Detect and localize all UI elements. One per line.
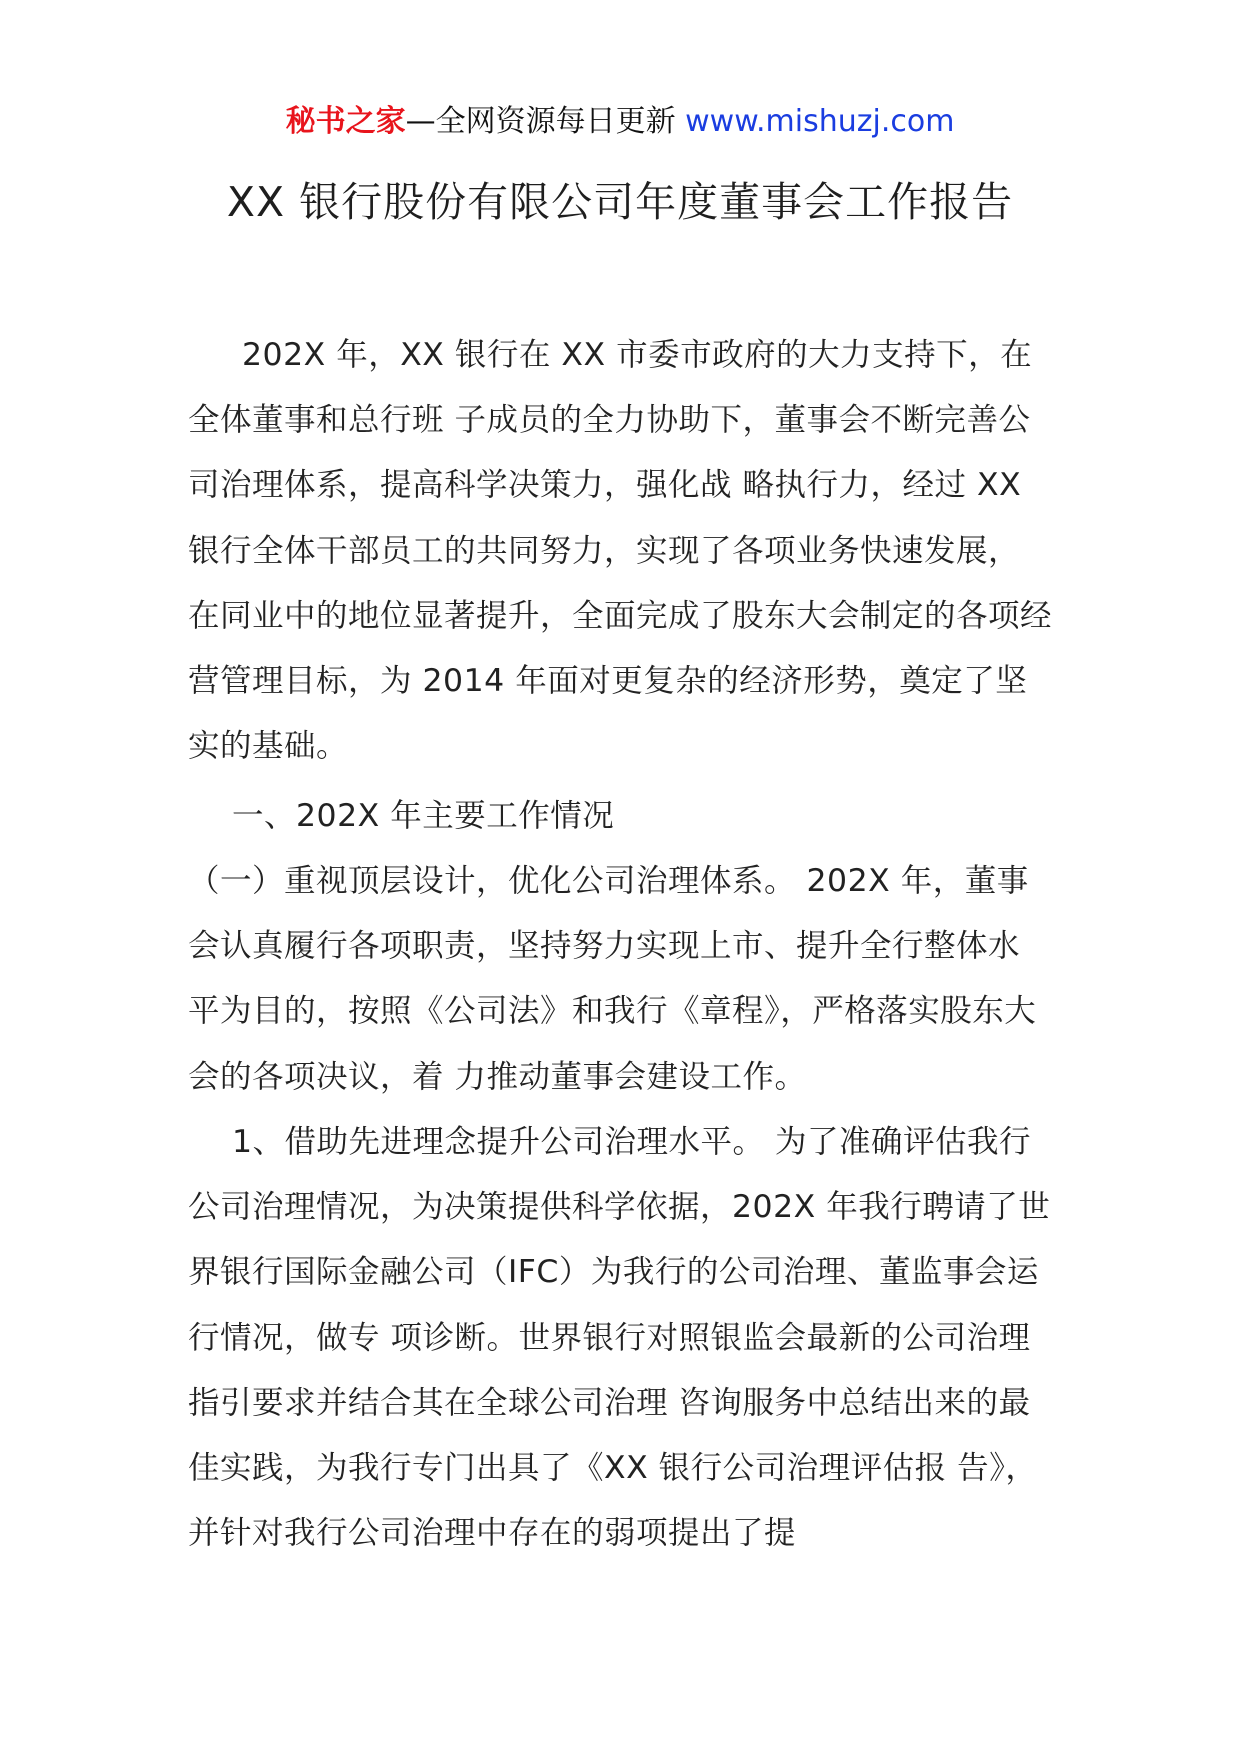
paragraph-item-1: 1、借助先进理念提升公司治理水平。 为了准确评估我行公司治理情况，为决策提供科学依据，202X 年我行聘请了世界银行国际金融公司（IFC）为我行的公司治理、董监事会运行情况，做专 项诊断。世界银行对照银监会最新的公司治理指引要求并结合其在全球公司治理 咨询服务中总结出来的最佳实践，为我行专门出具了《XX 银行公司治理评估报 告》，并针对我行公司治理中存在的弱项提出了提 [188,1124,1051,1552]
section-heading: 一、202X 年主要工作情况 [232,798,615,834]
header-slogan: —全网资源每日更新 [405,104,676,139]
site-url-link[interactable]: www.mishuzj.com [685,104,955,139]
brand-name: 秘书之家 [285,104,406,139]
site-header [0,100,1240,144]
document-title: XX 银行股份有限公司年度董事会工作报告 [226,178,1014,226]
paragraph-intro: 202X 年，XX 银行在 XX 市委市政府的大力支持下，在全体董事和总行班 子成员的全力协助下，董事会不断完善公司治理体系，提高科学决策力，强化战 略执行力，经过 XX 银行全体干部员工的共同努力，实现了各项业务快速发展， 在同业中的地位显著提升，全面完成了股东大会制定的各项经营管理目标，为 2014 年面对更复杂的经济形势，奠定了坚实的基础。 [188,337,1053,765]
paragraph-subsection-1: （一）重视顶层设计，优化公司治理体系。 202X 年，董事会认真履行各项职责，坚持努力实现上市、提升全行整体水 平为目的，按照《公司法》和我行《章程》，严格落实股东大会的各项决议，着 力推动董事会建设工作。 [188,863,1037,1095]
